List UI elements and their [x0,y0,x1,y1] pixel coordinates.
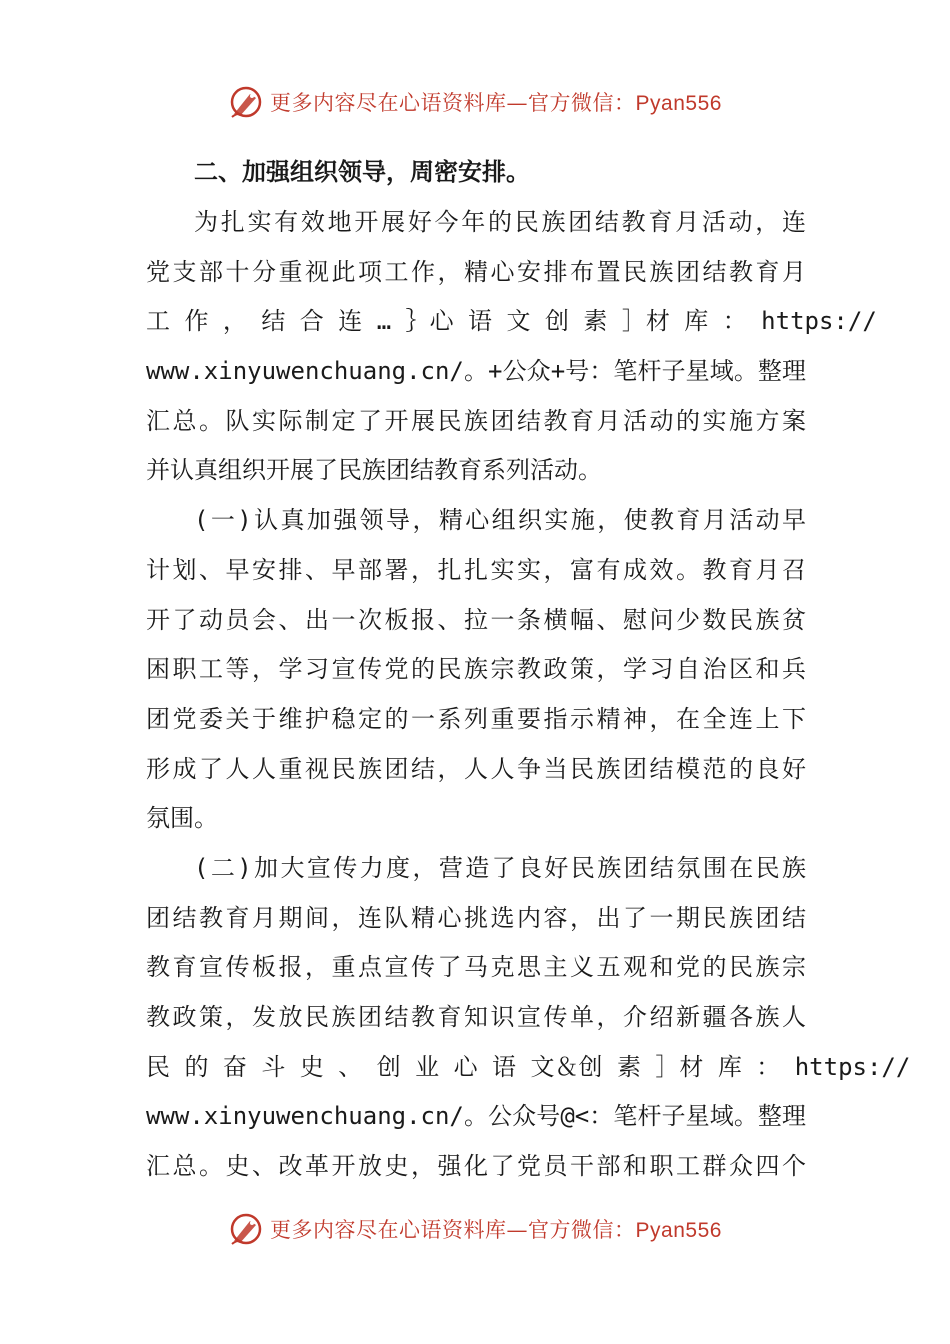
text-line: 汇总。队实际制定了开展民族团结教育月活动的实施方案 [146,406,806,435]
text-line: 开了动员会、出一次板报、拉一条横幅、慰问少数民族贫 [146,605,806,634]
banner-wechat-id: Pyan556 [635,1219,722,1242]
text-line: 工 作 ， 结 合 连 … ｝心 语 文 创 素 ］材 库 ： https:// [146,307,877,336]
banner-text [270,1214,722,1244]
banner-separator: — [506,1218,529,1242]
text-line: 民 的 奋 斗 史 、 创 业 心 语 文＆创 素 ］材 库 ： https:// [146,1052,911,1081]
text-line: 为扎实有效地开展好今年的民族团结教育月活动，连 [194,208,806,236]
banner-wechat-id: Pyan556 [635,92,722,115]
pen-nib-seal-icon [228,84,264,120]
text-line: 党支部十分重视此项工作，精心安排布置民族团结教育月 [146,257,806,286]
text-line: 教育宣传板报，重点宣传了马克思主义五观和党的民族宗 [146,953,806,982]
header-banner [0,82,950,122]
text-line: 氛围。 [146,804,218,833]
section-heading: 二、加强组织领导，周密安排。 [194,158,530,186]
text-line: 计划、早安排、早部署，扎扎实实，富有成效。教育月召 [146,555,806,584]
banner-title: 更多内容尽在心语资料库 [270,91,507,115]
text-line: (一)认真加强领导，精心组织实施，使教育月活动早 [194,506,806,535]
text-line: 并认真组织开展了民族团结教育系列活动。 [146,456,602,485]
paragraph-3 [146,844,911,1192]
paragraph-2 [146,496,806,844]
paragraph-1 [146,198,877,496]
banner-wechat-label: 官方微信： [528,1218,636,1242]
text-line: (二)加大宣传力度，营造了良好民族团结氛围在民族 [194,853,806,882]
text-line: 汇总。史、改革开放史，强化了党员干部和职工群众四个 [146,1152,806,1181]
banner-separator: — [506,91,529,115]
text-line: www.xinyuwenchuang.cn/。公众号@<：笔杆子星域。整理 [146,1102,806,1131]
text-line: 教政策，发放民族团结教育知识宣传单，介绍新疆各族人 [146,1003,806,1031]
banner-wechat-label: 官方微信： [528,91,636,115]
footer-banner [0,1209,950,1249]
document-body [146,150,911,1192]
banner-text [270,87,722,117]
text-line: 形成了人人重视民族团结，人人争当民族团结模范的良好 [146,754,806,783]
pen-nib-seal-icon [228,1211,264,1247]
text-line: www.xinyuwenchuang.cn/。+公众+号：笔杆子星域。整理 [146,357,806,386]
text-line: 困职工等，学习宣传党的民族宗教政策，学习自治区和兵 [146,655,806,684]
text-line: 团结教育月期间，连队精心挑选内容，出了一期民族团结 [146,903,806,932]
text-line: 团党委关于维护稳定的一系列重要指示精神，在全连上下 [146,704,806,733]
banner-title: 更多内容尽在心语资料库 [270,1218,507,1242]
